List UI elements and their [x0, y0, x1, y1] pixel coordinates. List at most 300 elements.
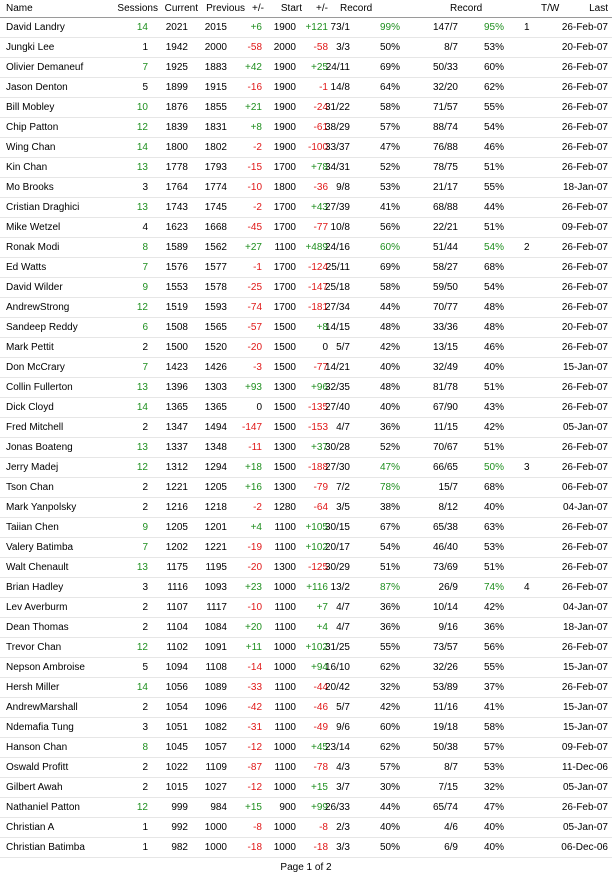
record-current-pct: 47%	[379, 142, 400, 153]
record-total-pct: 68%	[483, 482, 504, 493]
rating-delta: +23	[245, 582, 262, 593]
start-delta: 0	[322, 342, 328, 353]
table-row	[0, 678, 612, 698]
current-rating: 982	[171, 842, 188, 853]
start-delta: +116	[306, 582, 328, 593]
rating-delta: -10	[247, 182, 262, 193]
rating-delta: -12	[247, 742, 262, 753]
start-delta: +8	[316, 322, 328, 333]
record-current-pct: 48%	[379, 322, 400, 333]
previous-rating: 1365	[204, 402, 227, 413]
start-rating: 1700	[273, 202, 296, 213]
record-total: 67/90	[432, 402, 458, 413]
last-played: 26-Feb-07	[561, 162, 608, 173]
tw-value: 3	[524, 462, 530, 473]
start-delta: +102	[305, 642, 328, 653]
rating-delta: -45	[247, 222, 262, 233]
record-current: 14/21	[324, 362, 350, 373]
record-current: 3/3	[336, 842, 350, 853]
last-played: 11-Dec-06	[562, 762, 608, 773]
sessions-value: 12	[136, 122, 148, 133]
last-played: 15-Jan-07	[562, 362, 608, 373]
record-total: 26/9	[438, 582, 458, 593]
record-total: 73/57	[432, 642, 458, 653]
record-total-pct: 58%	[483, 722, 504, 733]
tw-value	[524, 758, 540, 777]
start-rating: 1900	[273, 22, 296, 33]
start-delta: +94	[311, 662, 328, 673]
previous-rating: 1774	[204, 182, 227, 193]
record-total: 147/7	[432, 22, 458, 33]
record-total-pct: 56%	[483, 642, 504, 653]
rating-delta: -14	[247, 662, 262, 673]
record-current: 9/6	[336, 722, 350, 733]
last-played: 26-Feb-07	[561, 262, 608, 273]
table-row	[0, 158, 612, 178]
sessions-value: 2	[142, 602, 148, 613]
player-name: Kin Chan	[6, 162, 48, 173]
start-delta: -125	[307, 562, 328, 573]
record-current-pct: 55%	[379, 642, 400, 653]
tw-value	[524, 838, 540, 857]
previous-rating: 1000	[204, 842, 227, 853]
player-name: Walt Chenault	[6, 562, 69, 573]
player-name: Christian Batimba	[6, 842, 85, 853]
tw-value	[524, 258, 540, 277]
start-rating: 1280	[273, 502, 296, 513]
rating-delta: -33	[247, 682, 262, 693]
record-current-pct: 69%	[379, 62, 400, 73]
start-delta: +45	[311, 742, 328, 753]
start-delta: +25	[311, 62, 328, 73]
tw-value	[524, 538, 540, 557]
player-name: Jungki Lee	[6, 42, 55, 53]
table-row	[0, 578, 612, 598]
table-header	[0, 0, 612, 18]
tw-value	[524, 298, 540, 317]
current-rating: 1508	[165, 322, 188, 333]
record-current-pct: 52%	[379, 162, 400, 173]
previous-rating: 1221	[204, 542, 227, 553]
record-total-pct: 60%	[483, 62, 504, 73]
sessions-value: 5	[142, 662, 148, 673]
sessions-value: 2	[142, 622, 148, 633]
player-name: AndrewMarshall	[6, 702, 78, 713]
last-played: 26-Feb-07	[561, 102, 608, 113]
record-total: 76/88	[432, 142, 458, 153]
tw-value	[524, 358, 540, 377]
tw-value	[524, 518, 540, 537]
current-rating: 1202	[165, 542, 188, 553]
sessions-value: 14	[136, 142, 148, 153]
record-total-pct: 46%	[483, 342, 504, 353]
previous-rating: 1745	[204, 202, 227, 213]
sessions-value: 2	[142, 782, 148, 793]
record-total-pct: 46%	[483, 142, 504, 153]
record-current: 32/35	[324, 382, 350, 393]
last-played: 20-Feb-07	[561, 42, 608, 53]
record-total-pct: 48%	[483, 322, 504, 333]
last-played: 26-Feb-07	[561, 522, 608, 533]
last-played: 26-Feb-07	[561, 642, 608, 653]
start-rating: 1100	[274, 602, 296, 613]
current-rating: 1623	[165, 222, 188, 233]
start-rating: 1500	[273, 462, 296, 473]
record-current: 16/10	[324, 662, 350, 673]
last-played: 15-Jan-07	[562, 722, 608, 733]
player-name: Wing Chan	[6, 142, 56, 153]
player-name: Fred Mitchell	[6, 422, 64, 433]
record-current: 33/37	[324, 142, 350, 153]
rating-delta: -16	[247, 82, 262, 93]
sessions-value: 2	[142, 702, 148, 713]
record-total: 70/77	[432, 302, 458, 313]
record-current: 27/39	[324, 202, 350, 213]
rating-delta: -8	[253, 822, 262, 833]
current-rating: 1347	[165, 422, 188, 433]
rating-delta: +6	[250, 22, 262, 33]
record-total: 22/21	[432, 222, 458, 233]
tw-value	[524, 118, 540, 137]
record-current-pct: 38%	[379, 502, 400, 513]
player-name: Nathaniel Patton	[6, 802, 80, 813]
record-current-pct: 32%	[379, 682, 400, 693]
start-delta: -77	[313, 362, 328, 373]
rating-delta: -19	[247, 542, 262, 553]
rating-delta: -1	[253, 262, 262, 273]
tw-value	[524, 438, 540, 457]
record-total-pct: 47%	[483, 802, 504, 813]
start-delta: -147	[307, 282, 328, 293]
last-played: 26-Feb-07	[561, 542, 608, 553]
record-total: 81/78	[432, 382, 458, 393]
tw-value	[524, 398, 540, 417]
record-total-pct: 41%	[483, 702, 504, 713]
record-current: 20/17	[324, 542, 350, 553]
record-current-pct: 53%	[379, 182, 400, 193]
start-rating: 1100	[274, 722, 296, 733]
record-total-pct: 55%	[483, 182, 504, 193]
current-rating: 1094	[165, 662, 188, 673]
player-name: Brian Hadley	[6, 582, 64, 593]
sessions-value: 7	[142, 542, 148, 553]
record-total-pct: 53%	[483, 542, 504, 553]
record-current-pct: 62%	[379, 662, 400, 673]
player-name: Olivier Demaneuf	[6, 62, 84, 73]
record-total-pct: 74%	[483, 582, 504, 593]
sessions-value: 7	[142, 62, 148, 73]
tw-value	[524, 658, 540, 677]
previous-rating: 1520	[204, 342, 227, 353]
start-delta: +78	[311, 162, 328, 173]
previous-rating: 1915	[204, 82, 227, 93]
rating-delta: +27	[245, 242, 262, 253]
sessions-value: 1	[142, 842, 148, 853]
sessions-value: 5	[142, 82, 148, 93]
record-current-pct: 48%	[379, 382, 400, 393]
tw-value	[524, 778, 540, 797]
record-current-pct: 41%	[379, 202, 400, 213]
record-total: 68/88	[432, 202, 458, 213]
current-rating: 2021	[165, 22, 188, 33]
sessions-value: 2	[142, 422, 148, 433]
start-rating: 1300	[273, 562, 296, 573]
start-rating: 1500	[273, 362, 296, 373]
sessions-value: 2	[142, 342, 148, 353]
current-rating: 1778	[165, 162, 188, 173]
record-total-pct: 54%	[483, 242, 504, 253]
sessions-value: 13	[136, 202, 148, 213]
header-current: Current	[164, 3, 198, 14]
current-rating: 1022	[165, 762, 188, 773]
header-start: Start	[280, 3, 302, 14]
previous-rating: 1195	[205, 562, 227, 573]
record-total: 32/49	[432, 362, 458, 373]
rating-delta: -20	[247, 342, 262, 353]
record-current: 27/34	[324, 302, 350, 313]
start-rating: 1000	[273, 742, 296, 753]
header-previous: Previous	[206, 3, 245, 14]
player-name: Oswald Profitt	[6, 762, 69, 773]
record-total-pct: 43%	[483, 402, 504, 413]
player-name: Hanson Chan	[6, 742, 68, 753]
start-rating: 1000	[273, 822, 296, 833]
record-total: 51/44	[432, 242, 458, 253]
start-rating: 1300	[273, 442, 296, 453]
tw-value	[524, 218, 540, 237]
rating-delta: -74	[247, 302, 262, 313]
sessions-value: 4	[142, 222, 148, 233]
record-current-pct: 50%	[379, 842, 400, 853]
tw-value	[524, 338, 540, 357]
current-rating: 1051	[165, 722, 188, 733]
start-delta: -188	[307, 462, 328, 473]
table-row	[0, 18, 612, 38]
player-name: Jonas Boateng	[6, 442, 73, 453]
record-current-pct: 58%	[379, 282, 400, 293]
rating-delta: +93	[245, 382, 262, 393]
record-total-pct: 55%	[483, 102, 504, 113]
player-name: Sandeep Reddy	[6, 322, 78, 333]
last-played: 15-Jan-07	[562, 662, 608, 673]
last-played: 04-Jan-07	[562, 502, 608, 513]
record-current: 30/28	[324, 442, 350, 453]
table-row	[0, 138, 612, 158]
table-row	[0, 738, 612, 758]
record-current-pct: 42%	[379, 702, 400, 713]
record-current: 3/3	[336, 42, 350, 53]
rating-delta: +16	[245, 482, 262, 493]
sessions-value: 1	[142, 822, 148, 833]
start-delta: +489	[305, 242, 328, 253]
start-rating: 1300	[273, 482, 296, 493]
record-current-pct: 44%	[379, 802, 400, 813]
header-last: Last	[589, 3, 608, 14]
rating-delta: -2	[253, 202, 262, 213]
rating-delta: -25	[247, 282, 262, 293]
last-played: 09-Feb-07	[561, 742, 608, 753]
current-rating: 1045	[165, 742, 188, 753]
rating-delta: -58	[247, 42, 262, 53]
current-rating: 1104	[166, 622, 188, 633]
previous-rating: 1093	[204, 582, 227, 593]
start-delta: -1	[319, 82, 328, 93]
current-rating: 1365	[165, 402, 188, 413]
rating-delta: +20	[245, 622, 262, 633]
table-row	[0, 338, 612, 358]
sessions-value: 14	[136, 22, 148, 33]
previous-rating: 2000	[204, 42, 227, 53]
tw-value	[524, 378, 540, 397]
last-played: 26-Feb-07	[561, 582, 608, 593]
record-total: 53/89	[432, 682, 458, 693]
sessions-value: 9	[142, 282, 148, 293]
current-rating: 1337	[165, 442, 188, 453]
start-delta: -153	[307, 422, 328, 433]
table-row	[0, 618, 612, 638]
last-played: 26-Feb-07	[561, 402, 608, 413]
record-total: 78/75	[432, 162, 458, 173]
record-current: 2/3	[336, 822, 350, 833]
start-rating: 1100	[274, 762, 296, 773]
player-name: Trevor Chan	[6, 642, 62, 653]
start-delta: +96	[311, 382, 328, 393]
table-row	[0, 658, 612, 678]
table-row	[0, 718, 612, 738]
start-rating: 1900	[273, 82, 296, 93]
record-total: 8/7	[444, 762, 458, 773]
record-total: 32/20	[432, 82, 458, 93]
record-total: 66/65	[432, 462, 458, 473]
current-rating: 1764	[165, 182, 188, 193]
record-current-pct: 44%	[379, 302, 400, 313]
start-delta: -124	[307, 262, 328, 273]
previous-rating: 1027	[204, 782, 227, 793]
record-current-pct: 56%	[379, 222, 400, 233]
record-current-pct: 69%	[379, 262, 400, 273]
rating-delta: -2	[253, 502, 262, 513]
record-current: 34/31	[324, 162, 350, 173]
record-total: 58/27	[432, 262, 458, 273]
record-total: 15/7	[438, 482, 458, 493]
sessions-value: 3	[142, 582, 148, 593]
last-played: 26-Feb-07	[561, 382, 608, 393]
player-name: Hersh Miller	[6, 682, 60, 693]
current-rating: 1743	[165, 202, 188, 213]
rating-delta: -31	[247, 722, 262, 733]
player-name: Ed Watts	[6, 262, 47, 273]
record-current-pct: 60%	[379, 722, 400, 733]
table-row	[0, 558, 612, 578]
record-total-pct: 55%	[483, 662, 504, 673]
rating-delta: -18	[247, 842, 262, 853]
start-rating: 1500	[273, 422, 296, 433]
start-rating: 1100	[274, 522, 296, 533]
start-rating: 1100	[274, 702, 296, 713]
start-rating: 1100	[274, 242, 296, 253]
previous-rating: 984	[210, 802, 227, 813]
sessions-value: 9	[142, 522, 148, 533]
record-total-pct: 51%	[483, 562, 504, 573]
start-delta: +37	[311, 442, 328, 453]
start-delta: -18	[313, 842, 328, 853]
sessions-value: 14	[136, 402, 148, 413]
previous-rating: 1426	[204, 362, 227, 373]
start-rating: 1900	[273, 102, 296, 113]
start-rating: 1700	[273, 302, 296, 313]
record-current: 14/15	[324, 322, 350, 333]
record-current: 5/7	[336, 702, 350, 713]
last-played: 26-Feb-07	[561, 562, 608, 573]
last-played: 20-Feb-07	[561, 322, 608, 333]
record-total: 11/16	[433, 702, 458, 713]
record-current-pct: 40%	[379, 822, 400, 833]
tw-value	[524, 478, 540, 497]
start-delta: -100	[307, 142, 328, 153]
record-total-pct: 51%	[483, 162, 504, 173]
player-name: Tson Chan	[6, 482, 54, 493]
record-total: 21/17	[432, 182, 458, 193]
table-row	[0, 758, 612, 778]
last-played: 26-Feb-07	[561, 22, 608, 33]
record-total: 50/38	[432, 742, 458, 753]
current-rating: 1839	[165, 122, 188, 133]
record-total: 88/74	[432, 122, 458, 133]
previous-rating: 1578	[204, 282, 227, 293]
record-total: 13/15	[432, 342, 458, 353]
last-played: 26-Feb-07	[561, 202, 608, 213]
start-delta: +105	[305, 522, 328, 533]
table-row	[0, 198, 612, 218]
record-total: 8/12	[438, 502, 458, 513]
current-rating: 1312	[165, 462, 188, 473]
current-rating: 1116	[167, 582, 188, 593]
player-name: David Wilder	[6, 282, 63, 293]
previous-rating: 1108	[205, 662, 227, 673]
player-name: Mark Pettit	[6, 342, 54, 353]
start-delta: +43	[311, 202, 328, 213]
rating-delta: -20	[247, 562, 262, 573]
previous-rating: 1201	[204, 522, 227, 533]
start-rating: 1000	[273, 582, 296, 593]
current-rating: 1054	[165, 702, 188, 713]
record-total: 70/67	[432, 442, 458, 453]
start-rating: 1100	[274, 682, 296, 693]
previous-rating: 1089	[204, 682, 227, 693]
record-total: 11/15	[433, 422, 458, 433]
tw-value	[524, 678, 540, 697]
table-row	[0, 838, 612, 858]
current-rating: 1942	[165, 42, 188, 53]
record-total: 33/36	[432, 322, 458, 333]
last-played: 18-Jan-07	[562, 622, 608, 633]
previous-rating: 1057	[204, 742, 227, 753]
start-delta: -49	[313, 722, 328, 733]
record-current: 3/7	[336, 782, 350, 793]
sessions-value: 13	[136, 562, 148, 573]
table-row	[0, 778, 612, 798]
table-row	[0, 818, 612, 838]
previous-rating: 1096	[204, 702, 227, 713]
tw-value	[524, 198, 540, 217]
record-total-pct: 36%	[483, 622, 504, 633]
player-name: Lev Averburm	[6, 602, 68, 613]
last-played: 26-Feb-07	[561, 82, 608, 93]
last-played: 26-Feb-07	[561, 442, 608, 453]
current-rating: 1221	[165, 482, 188, 493]
record-total-pct: 51%	[483, 222, 504, 233]
start-rating: 1500	[273, 342, 296, 353]
